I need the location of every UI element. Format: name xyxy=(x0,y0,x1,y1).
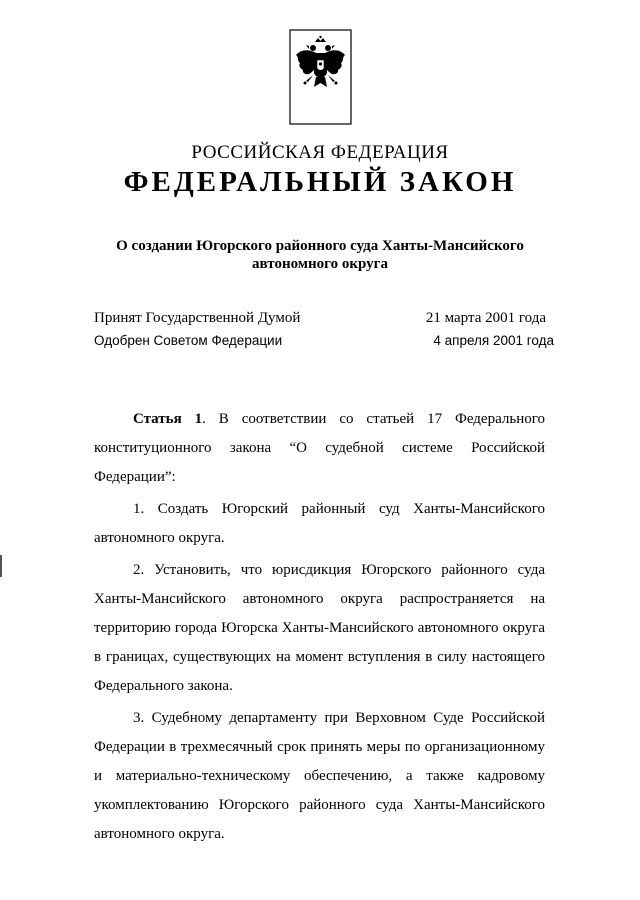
article-1-item-2: 2. Установить, что юрисдикция Югорского районного суда Ханты-Мансийского автономного округа распространяется на территорию города Югорска Ханты-Мансийского автономного округа в границах, существующих на момент вступления в силу настоящего Федерального закона. xyxy=(94,562,545,694)
law-body xyxy=(94,405,545,849)
article-1-label: Статья 1 xyxy=(133,411,203,427)
council-approval-label: Одобрен Советом Федерации xyxy=(94,333,283,348)
council-approval-date: 4 апреля 2001 года xyxy=(433,333,554,348)
article-1-item-3: 3. Судебному департаменту при Верховном Суде Российской Федерации в трехмесячный срок принять меры по организационному и материально-техническому обеспечению, а также кадровому укомплектованию Югорского районного суда Ханты-Мансийского автономного округа. xyxy=(94,710,545,842)
article-1-intro xyxy=(94,405,545,492)
duma-adoption-label: Принят Государственной Думой xyxy=(94,310,301,326)
article-1-item-1: 1. Создать Югорский районный суд Ханты-Мансийского автономного округа. xyxy=(94,501,545,546)
scan-edge-mark xyxy=(0,555,2,577)
coat-of-arms-icon xyxy=(289,29,352,125)
duma-adoption-date: 21 марта 2001 года xyxy=(425,310,546,326)
country-heading: РОССИЙСКАЯ ФЕДЕРАЦИЯ xyxy=(191,142,449,163)
law-title: О создании Югорского районного суда Ханты-Мансийского автономного округа xyxy=(116,238,524,272)
article-1-intro-text: . В соответствии со статьей 17 Федерального конституционного закона “О судебной системе Российской Федерации”: xyxy=(94,411,545,485)
document-type-heading: ФЕДЕРАЛЬНЫЙ ЗАКОН xyxy=(123,166,517,198)
